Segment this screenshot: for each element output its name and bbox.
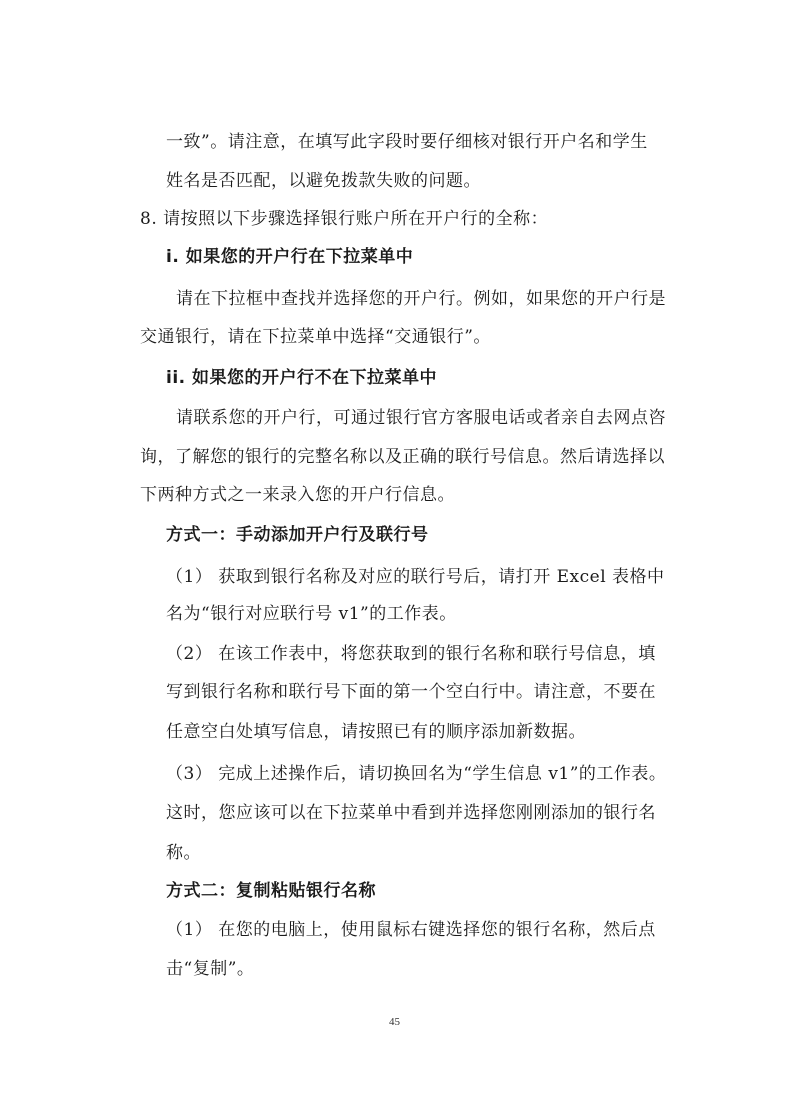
heading-method-two: 方式二：复制粘贴银行名称	[166, 881, 376, 901]
text-line: （1） 获取到银行名称及对应的联行号后，请打开 Excel 表格中	[166, 567, 665, 587]
heading-option-i: i. 如果您的开户行在下拉菜单中	[166, 247, 414, 267]
text-line: 姓名是否匹配，以避免拨款失败的问题。	[166, 171, 481, 191]
text-line: （2） 在该工作表中，将您获取到的银行名称和联行号信息，填	[166, 644, 656, 664]
text-line: 请在下拉框中查找并选择您的开户行。例如，如果您的开户行是	[176, 289, 666, 309]
page-number: 45	[389, 1016, 400, 1028]
text-line: 这时，您应该可以在下拉菜单中看到并选择您刚刚添加的银行名	[166, 803, 656, 823]
text-line: 请联系您的开户行，可通过银行官方客服电话或者亲自去网点咨	[176, 408, 666, 428]
text-line: （1） 在您的电脑上，使用鼠标右键选择您的银行名称，然后点	[166, 920, 656, 940]
heading-method-one: 方式一：手动添加开户行及联行号	[166, 525, 429, 545]
text-line: 询，了解您的银行的完整名称以及正确的联行号信息。然后请选择以	[140, 447, 665, 467]
text-line: 名为“银行对应联行号 v1”的工作表。	[166, 604, 457, 624]
list-item-8: 8. 请按照以下步骤选择银行账户所在开户行的全称：	[140, 209, 549, 229]
text-line: 写到银行名称和联行号下面的第一个空白行中。请注意，不要在	[166, 682, 656, 702]
text-line: （3） 完成上述操作后，请切换回名为“学生信息 v1”的工作表。	[166, 764, 667, 784]
text-line: 下两种方式之一来录入您的开户行信息。	[140, 485, 455, 505]
heading-option-ii: ii. 如果您的开户行不在下拉菜单中	[166, 368, 438, 388]
text-line: 一致”。请注意，在填写此字段时要仔细核对银行开户名和学生	[166, 132, 648, 152]
text-line: 击“复制”。	[166, 959, 255, 979]
text-line: 任意空白处填写信息，请按照已有的顺序添加新数据。	[166, 722, 586, 742]
text-line: 交通银行，请在下拉菜单中选择“交通银行”。	[140, 327, 491, 347]
text-line: 称。	[166, 843, 201, 863]
